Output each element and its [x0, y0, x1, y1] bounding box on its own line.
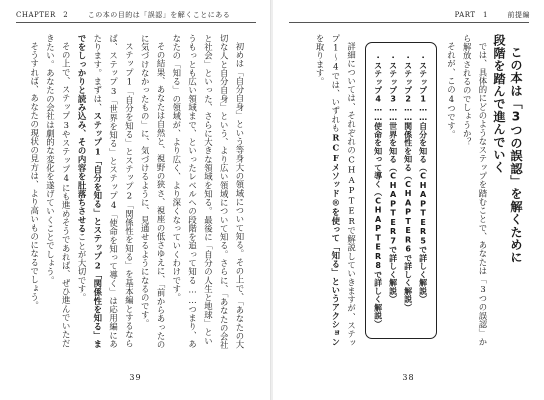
left-page	[0, 0, 271, 400]
section-heading	[490, 34, 524, 352]
body-text-run: ステップ1「自分を知る」とステップ2「関係性を知る」を基本編とするならば、ステップ3「世界を知る」とステップ4「使命を知って導く」は応用編にあたります。まずは、	[92, 34, 135, 349]
body-text-run: を取ります。	[315, 34, 326, 86]
left-body-text	[13, 34, 247, 352]
body-text-run: そうすれば、あなたの現状の見方は、より高いものになるでしょう。	[29, 42, 40, 311]
emphasis-text: RCFメソッド®を使って「知る」というアクション	[330, 132, 341, 347]
body-text-run: 初めは「自分自身」という等身大の領域について知る。その上で、「あなたの大切な人と自分自身」という、より広い領域について知る。さらに、「あなたの会社と社会」といった、さらに大きな領域を知る。最後に「自分の人生と地球」というもっとも広い領域まで、といったレベルへの段階を追って知る……つまり、あなたの「知る」の領域が、より広く、より深くなっていくわけです。	[171, 34, 245, 350]
left-running-header	[16, 10, 230, 20]
closing-paragraph	[311, 34, 358, 352]
left-header-chapter: CHAPTER 2	[16, 11, 69, 19]
steps-box	[365, 42, 437, 339]
emphasis-text: ステップ1「自分を知る」とステップ2「関係性を知る」までをしっかりと読み込み、その内容を肚落ちさせる	[77, 34, 103, 349]
body-text-run: その上で、ステップ3やステップ4にも進めそうであれば、ぜひ進んでいただきたい。あなたの会社は劇的な変化を遂げていくことでしょう。	[45, 34, 72, 349]
step-item: ・ステップ1……自分を知る（CHAPTER5で詳しく解説）	[418, 53, 428, 304]
heading-line: 段階を踏んで進んでいく	[492, 34, 506, 174]
right-running-header	[455, 10, 530, 20]
body-text-run: その結果、あなたは自然と、視野の狭さ、視座の低さゆえに、「前からあったのに気づけなかったもの」に、気づけるように、見通せるようになるのです。	[140, 34, 167, 350]
body-paragraph	[26, 34, 42, 352]
left-page-number: 39	[129, 373, 142, 382]
step-item: ・ステップ3……世界を知る（CHAPTER7で詳しく解説）	[388, 53, 398, 304]
step-item: ・ステップ4……使命を知って導く（CHAPTER8で詳しく解説）	[373, 53, 383, 328]
body-paragraph	[42, 34, 74, 352]
left-header-title: この本の目的は「誤認」を解くことにある	[87, 11, 231, 19]
right-body-text	[286, 34, 524, 352]
body-text-run: 詳細については、それぞれのCHAPTERで解説していきますが、ステップ1〜4では、いずれも	[330, 34, 357, 348]
step-item: ・ステップ2……関係性を知る（CHAPTER6で詳しく解説）	[403, 53, 413, 312]
right-header-part: PART 1	[454, 11, 488, 19]
right-header-section: 前提編	[507, 11, 530, 19]
right-page-number: 38	[402, 373, 415, 382]
body-paragraph	[168, 34, 247, 352]
intro-paragraph: では、具体的にどのようなステップを踏むことで、あなたは「3つの誤認」から解放されるのでしょうか？	[462, 34, 488, 347]
right-page	[273, 0, 544, 400]
heading-line: この本は「3つの誤認」を解くために	[509, 46, 523, 264]
right-header-rule	[289, 22, 529, 23]
body-paragraph	[136, 34, 168, 352]
body-text-run: ことが大切です。	[77, 232, 88, 302]
left-header-rule	[16, 22, 256, 23]
body-paragraph	[73, 34, 136, 352]
lead-paragraph: それが、この4つです。	[446, 42, 457, 140]
